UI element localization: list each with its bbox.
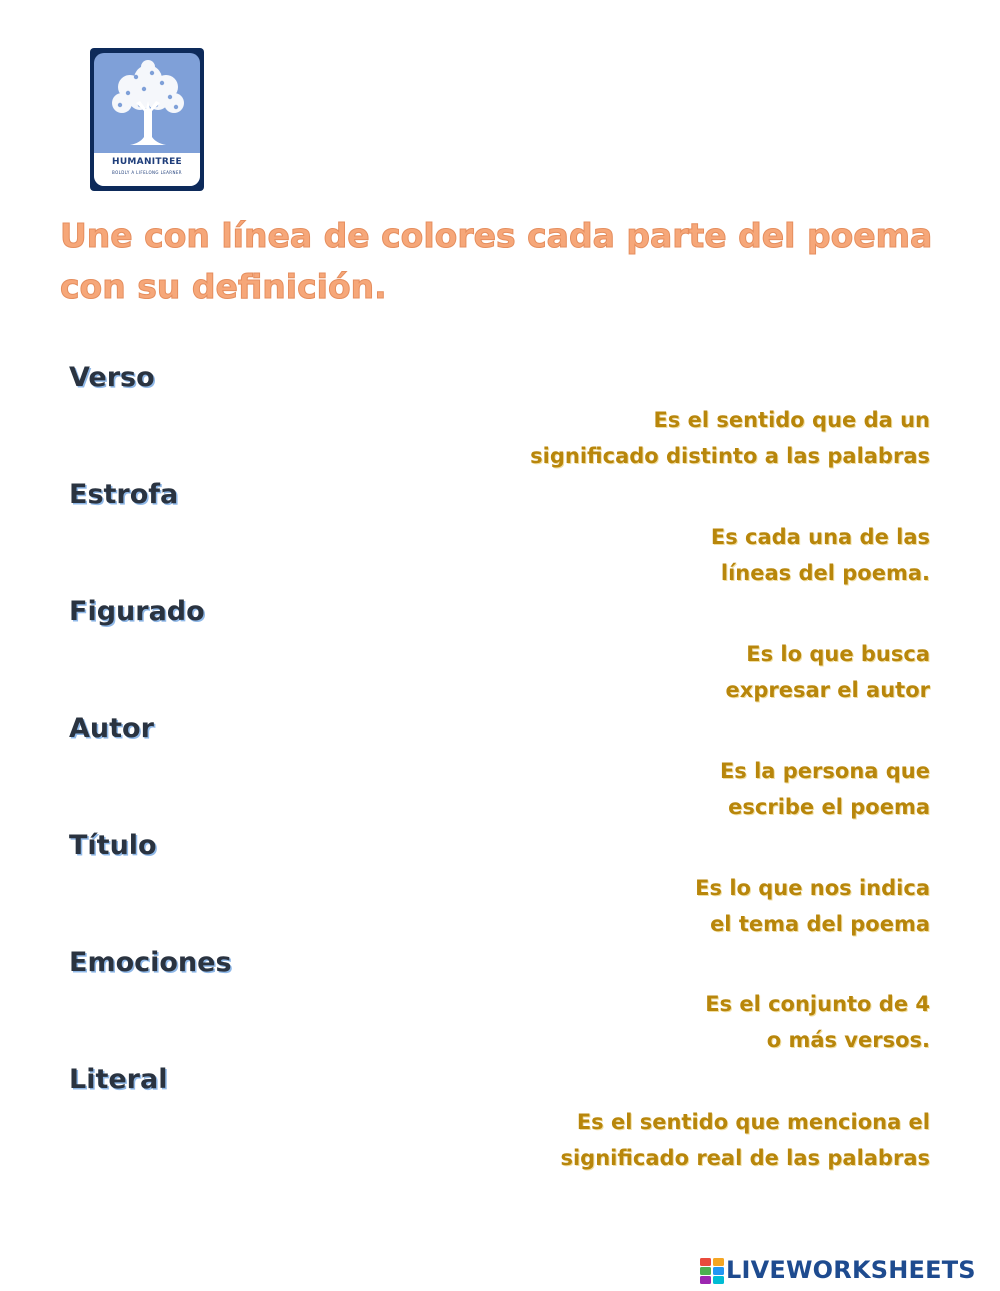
logo-tagline: BOLDLY A LIFELONG LEARNER <box>112 170 182 175</box>
definition-line: Es cada una de las <box>710 525 930 549</box>
definition-line: expresar el autor <box>725 678 930 702</box>
tree-icon <box>100 57 196 149</box>
term-figurado[interactable]: Figurado <box>69 596 205 627</box>
term-titulo[interactable]: Título <box>69 830 157 861</box>
brand-wordmark: LIVEWORKSHEETS <box>726 1256 976 1284</box>
definition-line: Es lo que nos indica <box>695 876 930 900</box>
term-estrofa[interactable]: Estrofa <box>69 479 179 510</box>
definition-line: Es lo que busca <box>746 642 930 666</box>
worksheet-title: Une con línea de colores cada parte del poema con su definición. <box>60 216 933 306</box>
term-literal[interactable]: Literal <box>69 1064 168 1095</box>
definition-item[interactable] <box>695 870 930 942</box>
definition-line: o más versos. <box>766 1028 930 1052</box>
definition-item[interactable] <box>530 402 930 474</box>
definition-line: significado real de las palabras <box>560 1146 930 1170</box>
logo-panel <box>94 53 200 186</box>
definition-line: Es el conjunto de 4 <box>705 992 930 1016</box>
logo-wordmark: HUMANITREE <box>111 157 182 167</box>
definition-item[interactable] <box>560 1104 930 1176</box>
definition-line: Es la persona que <box>719 759 930 783</box>
definition-line: Es el sentido que da un <box>653 408 930 432</box>
definition-line: significado distinto a las palabras <box>530 444 930 468</box>
liveworksheets-icon <box>700 1258 724 1284</box>
definition-item[interactable] <box>705 986 930 1058</box>
definition-line: líneas del poema. <box>720 561 930 585</box>
definition-line: Es el sentido que menciona el <box>576 1110 930 1134</box>
definition-item[interactable] <box>720 753 930 825</box>
term-autor[interactable]: Autor <box>69 713 154 744</box>
term-emociones[interactable]: Emociones <box>69 947 232 978</box>
definition-item[interactable] <box>711 519 930 591</box>
humanitree-logo <box>90 48 204 191</box>
definition-line: escribe el poema <box>728 795 930 819</box>
definition-item[interactable] <box>726 636 930 708</box>
liveworksheets-brand[interactable] <box>700 1256 990 1286</box>
term-verso[interactable]: Verso <box>69 362 155 393</box>
definition-line: el tema del poema <box>710 912 930 936</box>
